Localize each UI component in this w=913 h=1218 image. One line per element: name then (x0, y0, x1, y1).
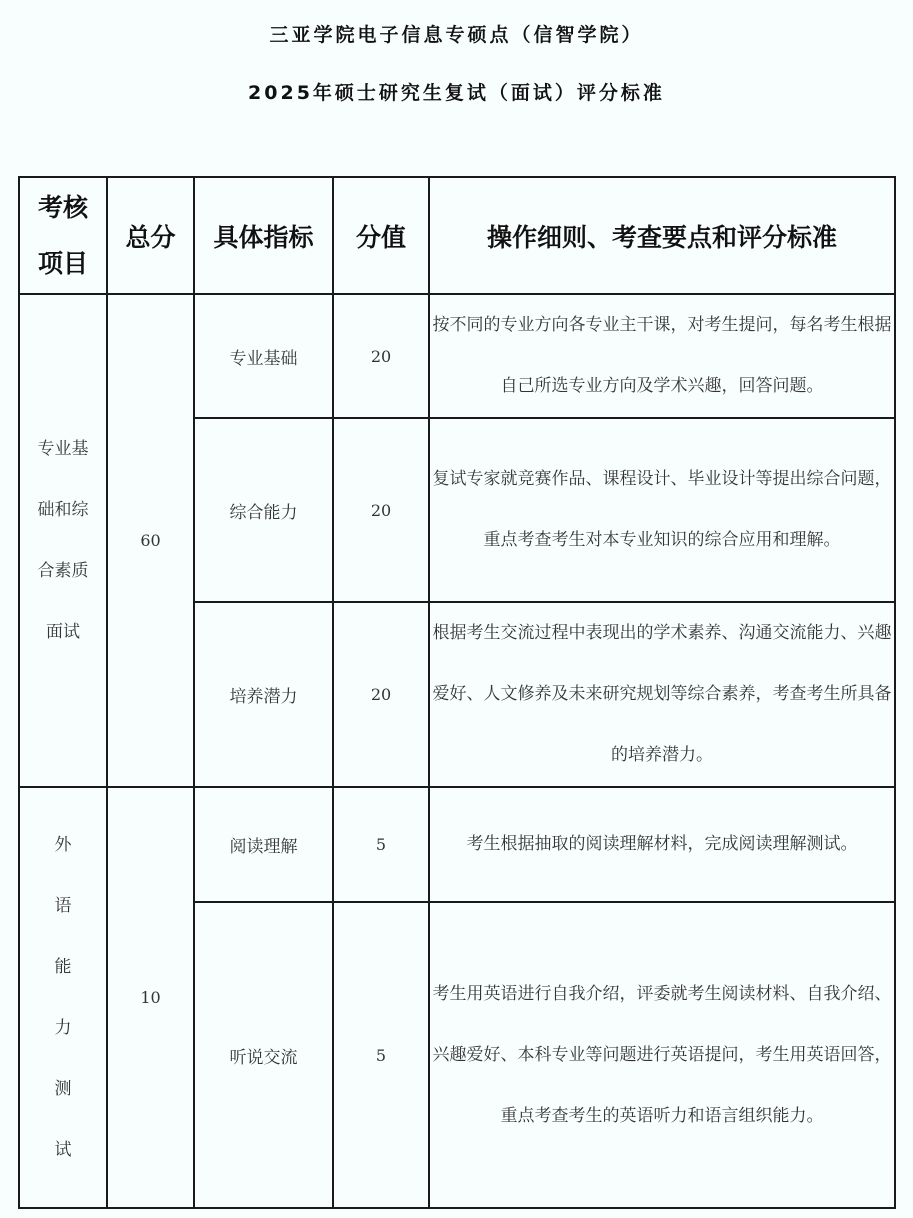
header-score: 分值 (333, 177, 429, 294)
indicator-cell: 综合能力 (194, 418, 333, 602)
header-assessment-item: 考核项目 (19, 177, 107, 294)
table-row (19, 787, 895, 902)
section-total: 60 (107, 294, 194, 787)
criteria-cell: 考生根据抽取的阅读理解材料，完成阅读理解测试。 (429, 787, 895, 902)
header-indicator: 具体指标 (194, 177, 333, 294)
header-criteria: 操作细则、考查要点和评分标准 (429, 177, 895, 294)
indicator-cell: 听说交流 (194, 902, 333, 1208)
section-total: 10 (107, 787, 194, 1208)
criteria-cell: 根据考生交流过程中表现出的学术素养、沟通交流能力、兴趣爱好、人文修养及未来研究规划等综合素养，考查考生所具备的培养潜力。 (429, 602, 895, 787)
criteria-cell: 复试专家就竞赛作品、课程设计、毕业设计等提出综合问题，重点考查考生对本专业知识的综合应用和理解。 (429, 418, 895, 602)
criteria-cell: 按不同的专业方向各专业主干课，对考生提问，每名考生根据自己所选专业方向及学术兴趣，回答问题。 (429, 294, 895, 418)
table-row (19, 294, 895, 418)
document-subtitle: 2025年硕士研究生复试（面试）评分标准 (248, 82, 665, 104)
score-cell: 20 (333, 602, 429, 787)
indicator-cell: 阅读理解 (194, 787, 333, 902)
section-name: 专业基础和综合素质面试 (19, 294, 107, 787)
criteria-cell: 考生用英语进行自我介绍，评委就考生阅读材料、自我介绍、兴趣爱好、本科专业等问题进行英语提问，考生用英语回答，重点考查考生的英语听力和语言组织能力。 (429, 902, 895, 1208)
document-title: 三亚学院电子信息专硕点（信智学院） (269, 24, 644, 46)
table-header-row (19, 177, 895, 294)
indicator-cell: 培养潜力 (194, 602, 333, 787)
indicator-cell: 专业基础 (194, 294, 333, 418)
score-cell: 20 (333, 294, 429, 418)
score-cell: 5 (333, 902, 429, 1208)
section-name: 外语能力测试 (19, 787, 107, 1208)
score-cell: 5 (333, 787, 429, 902)
scoring-table (18, 176, 896, 1209)
header-total-score: 总分 (107, 177, 194, 294)
score-cell: 20 (333, 418, 429, 602)
